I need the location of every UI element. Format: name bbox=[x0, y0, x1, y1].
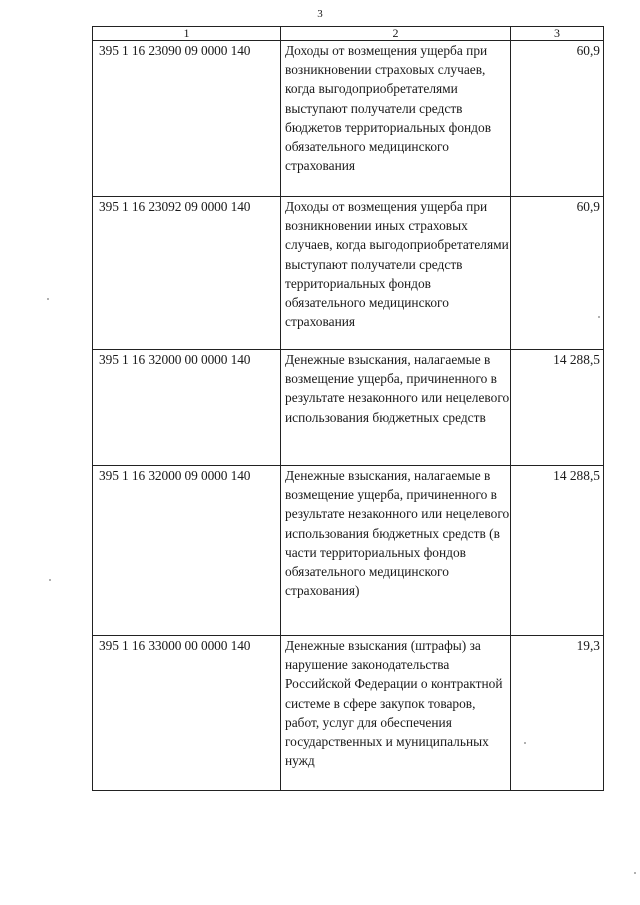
scan-speck bbox=[524, 742, 526, 744]
row-sum: 19,3 bbox=[511, 636, 604, 791]
row-sum: 60,9 bbox=[511, 41, 604, 197]
row-code: 395 1 16 32000 00 0000 140 bbox=[93, 350, 281, 466]
row-name: Денежные взыскания (штрафы) за нарушение законодательства Российской Федерации о контрактной системе в сфере закупок товаров, работ, услуг для обеспечения государственных и муниципальных нужд bbox=[281, 636, 511, 791]
table-row bbox=[93, 350, 604, 466]
scan-speck bbox=[634, 872, 636, 874]
table-header-row bbox=[93, 27, 604, 41]
row-code: 395 1 16 32000 09 0000 140 bbox=[93, 466, 281, 636]
table-row bbox=[93, 41, 604, 197]
row-name: Денежные взыскания, налагаемые в возмещение ущерба, причиненного в результате незаконного или нецелевого использования бюджетных средств (в части территориальных фондов обязательного медицинского страхования) bbox=[281, 466, 511, 636]
table-row bbox=[93, 197, 604, 350]
header-column-code: 1 bbox=[93, 27, 281, 41]
page-number: 3 bbox=[317, 8, 323, 20]
row-sum: 60,9 bbox=[511, 197, 604, 350]
row-name: Доходы от возмещения ущерба при возникновении страховых случаев, когда выгодоприобретателями выступают получатели средств бюджетов территориальных фондов обязательного медицинского страхования bbox=[281, 41, 511, 197]
row-name: Денежные взыскания, налагаемые в возмещение ущерба, причиненного в результате незаконного или нецелевого использования бюджетных средств bbox=[281, 350, 511, 466]
row-name: Доходы от возмещения ущерба при возникновении иных страховых случаев, когда выгодоприобретателями выступают получатели средств территориальных фондов обязательного медицинского страхования bbox=[281, 197, 511, 350]
scan-speck bbox=[47, 298, 49, 300]
table-row bbox=[93, 636, 604, 791]
row-code: 395 1 16 23092 09 0000 140 bbox=[93, 197, 281, 350]
row-sum: 14 288,5 bbox=[511, 350, 604, 466]
table-row bbox=[93, 466, 604, 636]
header-column-name: 2 bbox=[281, 27, 511, 41]
scan-speck bbox=[49, 579, 51, 581]
row-code: 395 1 16 23090 09 0000 140 bbox=[93, 41, 281, 197]
budget-revenue-table bbox=[92, 26, 604, 791]
scan-speck bbox=[598, 316, 600, 318]
row-code: 395 1 16 33000 00 0000 140 bbox=[93, 636, 281, 791]
header-column-sum: 3 bbox=[511, 27, 604, 41]
row-sum: 14 288,5 bbox=[511, 466, 604, 636]
